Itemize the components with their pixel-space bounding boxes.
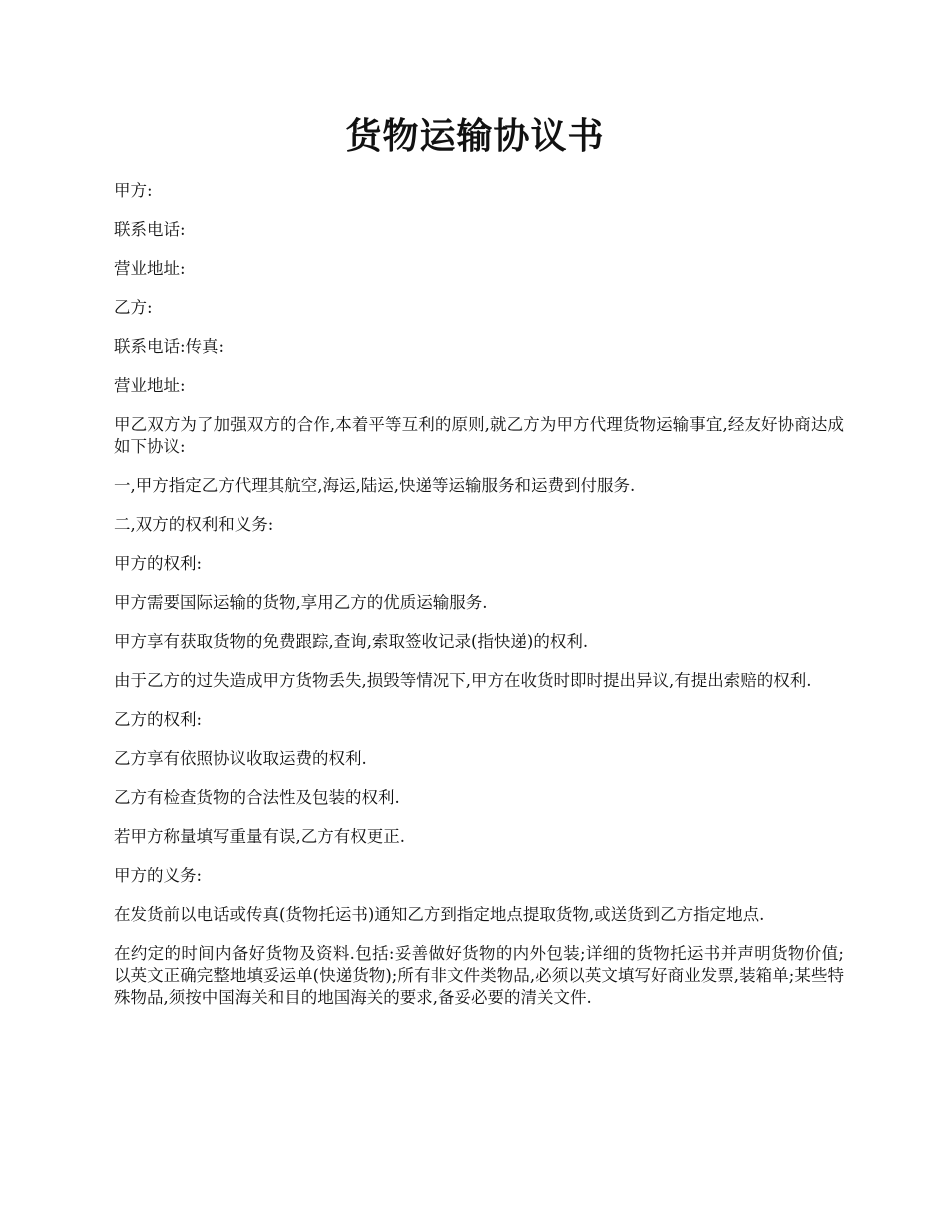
- party-a-obligations-heading: 甲方的义务:: [114, 866, 203, 885]
- party-a-right-2: 甲方享有获取货物的免费跟踪,查询,索取签收记录(指快递)的权利.: [114, 632, 589, 651]
- party-b-rights-heading: 乙方的权利:: [114, 710, 203, 729]
- party-a-address-line: 营业地址:: [114, 259, 186, 278]
- party-b-right-2: 乙方有检查货物的合法性及包装的权利.: [114, 788, 400, 807]
- party-a-line: 甲方:: [114, 181, 153, 200]
- party-a-right-1: 甲方需要国际运输的货物,享用乙方的优质运输服务.: [114, 593, 488, 612]
- document-body: [114, 180, 844, 1026]
- party-a-obligation-1: 在发货前以电话或传真(货物托运书)通知乙方到指定地点提取货物,或送货到乙方指定地点.: [114, 905, 765, 924]
- preamble-paragraph: 甲乙双方为了加强双方的合作,本着平等互利的原则,就乙方为甲方代理货物运输事宜,经友好协商达成如下协议:: [114, 415, 844, 456]
- party-a-right-3: 由于乙方的过失造成甲方货物丢失,损毁等情况下,甲方在收货时即时提出异议,有提出索赔的权利.: [114, 671, 812, 690]
- party-b-phone-fax-line: 联系电话:传真:: [114, 337, 225, 356]
- document-title: 货物运输协议书: [345, 115, 605, 157]
- party-a-phone-line: 联系电话:: [114, 220, 186, 239]
- clause-one-paragraph: 一,甲方指定乙方代理其航空,海运,陆运,快递等运输服务和运费到付服务.: [114, 476, 636, 495]
- party-b-right-3: 若甲方称量填写重量有误,乙方有权更正.: [114, 827, 405, 846]
- party-b-line: 乙方:: [114, 298, 153, 317]
- party-b-right-1: 乙方享有依照协议收取运费的权利.: [114, 749, 367, 768]
- party-b-address-line: 营业地址:: [114, 376, 186, 395]
- party-a-obligation-2: 在约定的时间内备好货物及资料.包括:妥善做好货物的内外包装;详细的货物托运书并声明货物价值;以英文正确完整地填妥运单(快递货物);所有非文件类物品,必须以英文填写好商业发票,装箱单;某些特殊物品,须按中国海关和目的地国海关的要求,备妥必要的清关文件.: [114, 944, 844, 1007]
- party-a-rights-heading: 甲方的权利:: [114, 554, 203, 573]
- clause-two-heading: 二,双方的权利和义务:: [114, 515, 274, 534]
